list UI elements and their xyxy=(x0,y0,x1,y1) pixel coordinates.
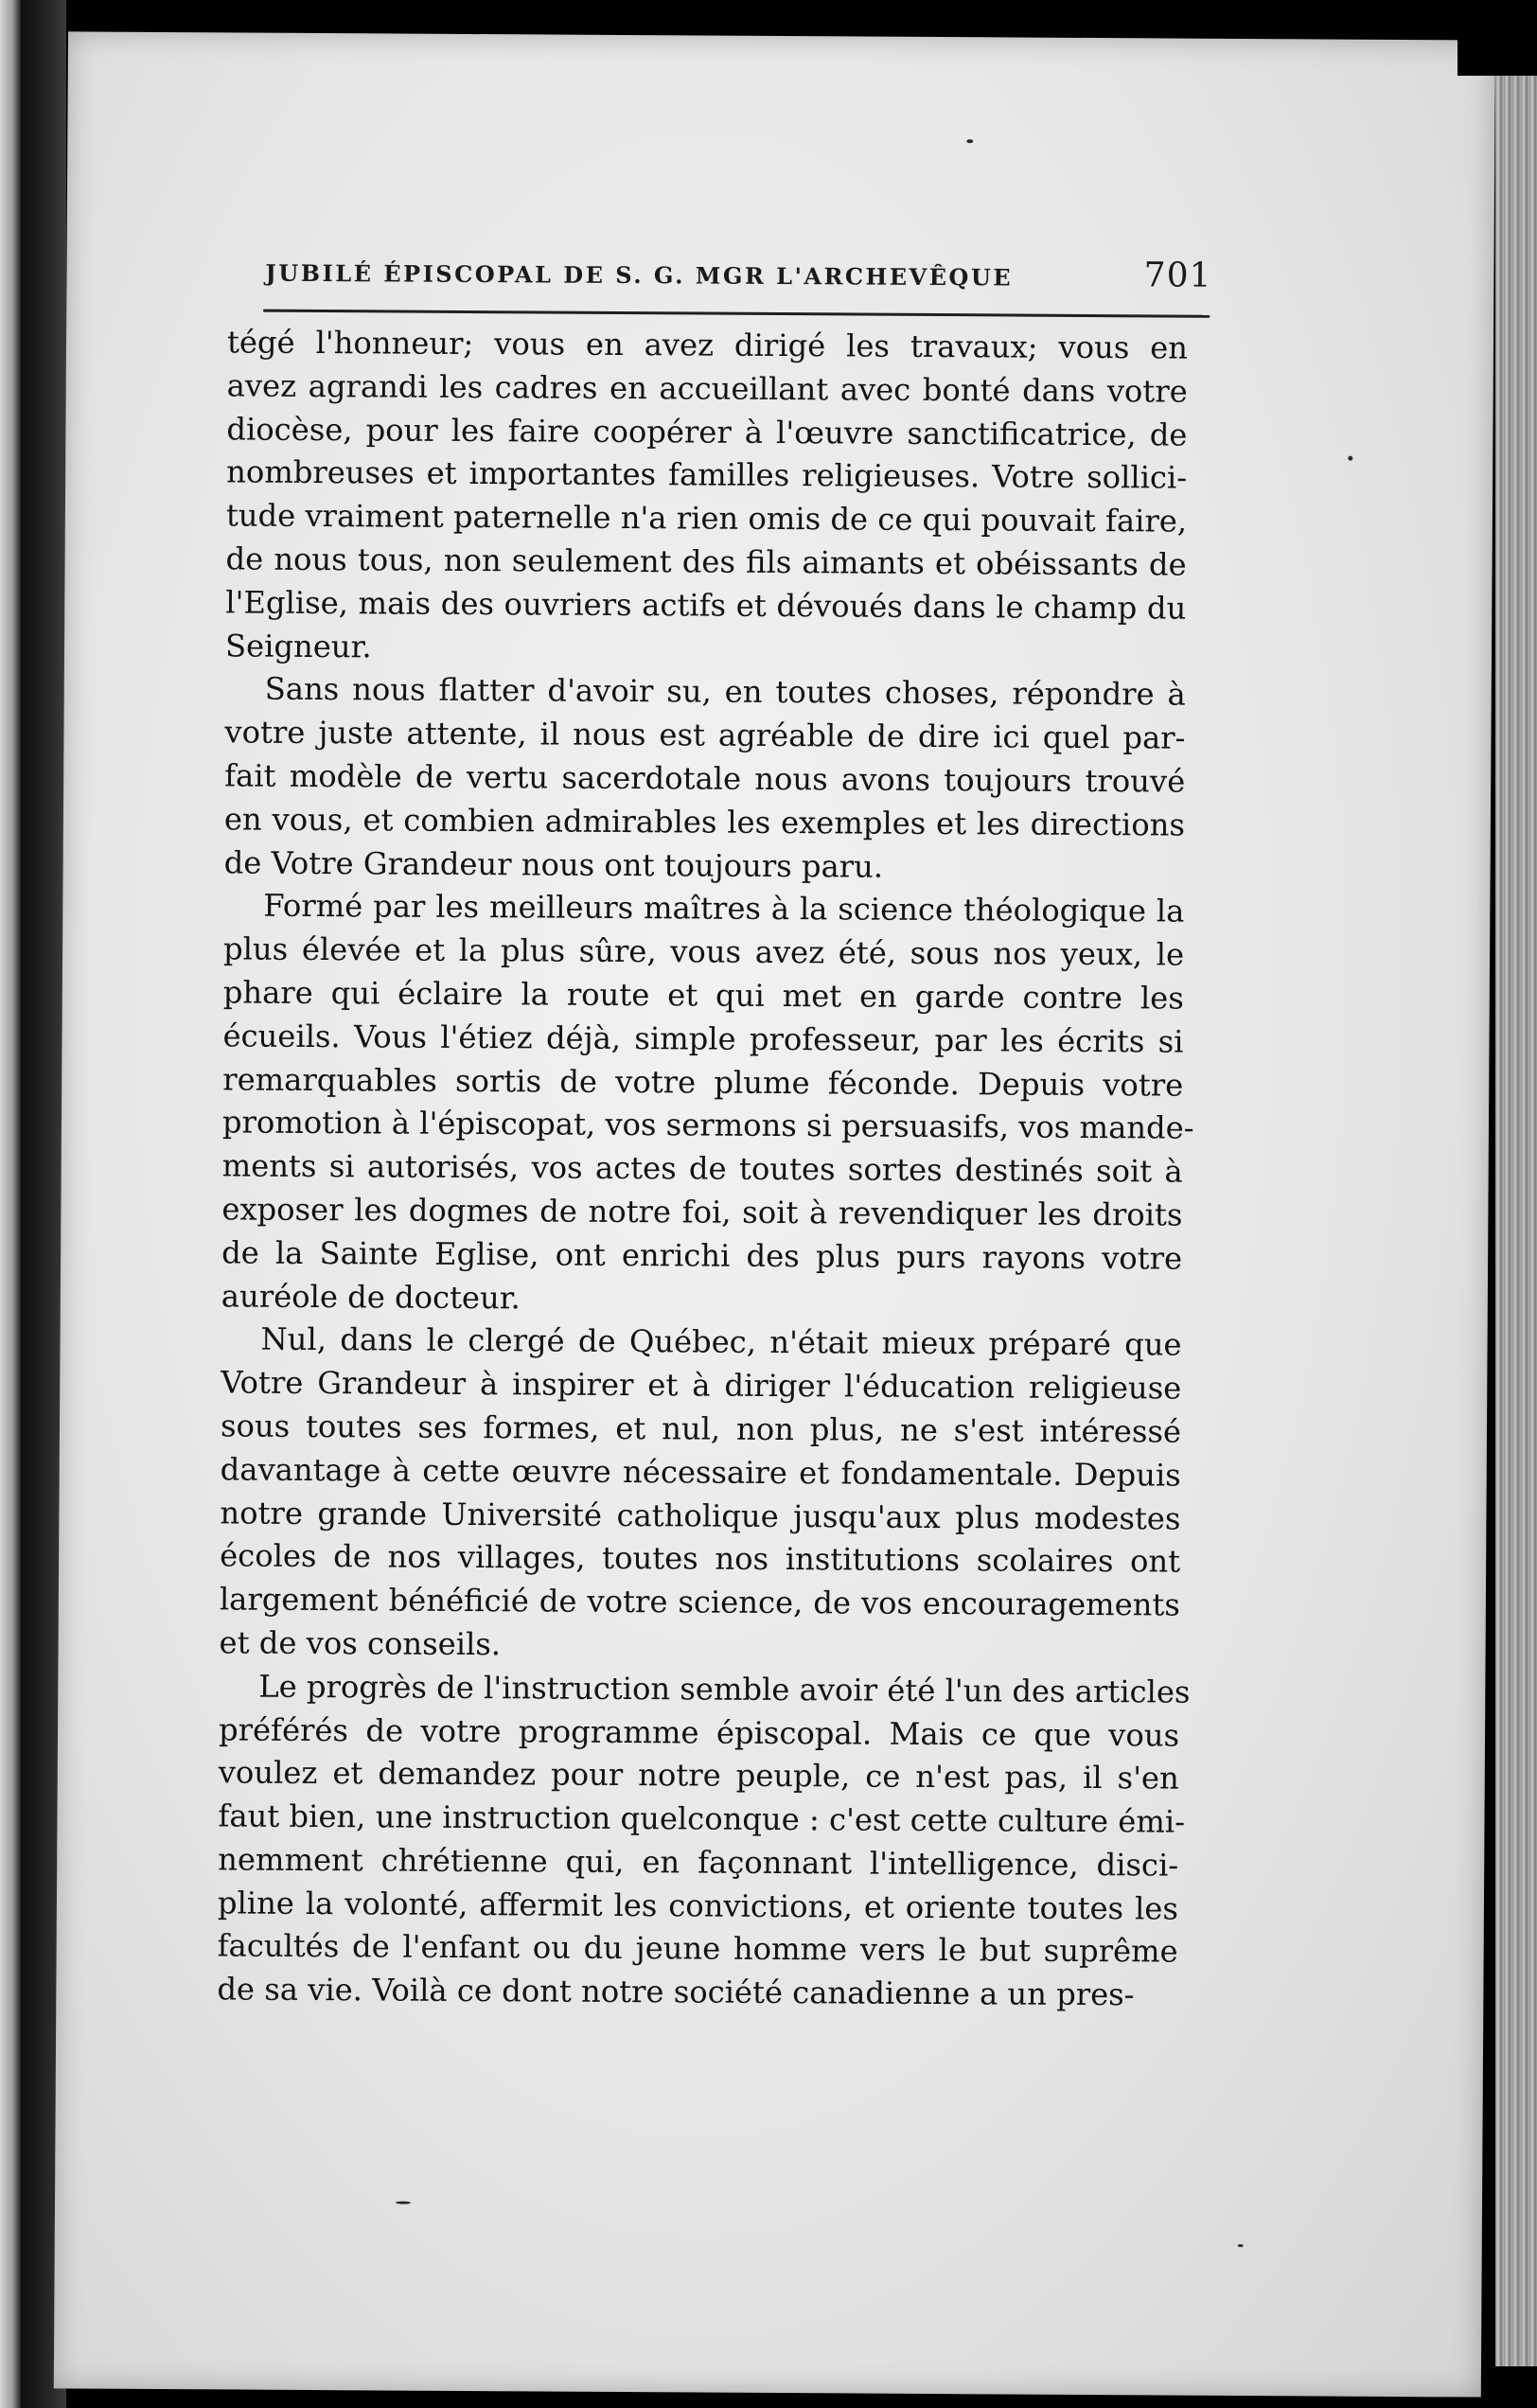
text-line: écoles de nos villages, toutes nos institutions scolaires ont xyxy=(220,1537,1181,1580)
paragraph xyxy=(219,1319,1181,1672)
text-line: ments si autorisés, vos actes de toutes sortes destinés soit à xyxy=(221,1147,1183,1190)
page-stack-edge xyxy=(1495,57,1537,2366)
previous-page-edge xyxy=(0,0,21,2408)
text-line: Formé par les meilleurs maîtres à la science théologique la xyxy=(263,888,1185,930)
text-line: Nul, dans le clergé de Québec, n'était mieux préparé que xyxy=(260,1320,1182,1363)
text-line: facultés de l'enfant ou du jeune homme vers le but suprême xyxy=(217,1927,1178,1971)
text-line: nemment chrétienne qui, en façonnant l'intelligence, disci- xyxy=(218,1841,1179,1884)
page-number: 701 xyxy=(1143,256,1212,295)
text-line: l'Eglise, mais des ouvriers actifs et dévoués dans le champ du xyxy=(225,584,1187,627)
text-line: tégé l'honneur; vous en avez dirigé les travaux; vous en xyxy=(226,324,1189,366)
text-line: diocèse, pour les faire coopérer à l'œuvre sanctificatrice, de xyxy=(226,411,1188,453)
text-line: sous toutes ses formes, et nul, non plus, ne s'est intéressé xyxy=(220,1408,1182,1450)
text-line: Votre Grandeur à inspirer et à diriger l'éducation religieuse xyxy=(221,1364,1182,1407)
text-line: voulez et demandez pour notre peuple, ce n'est pas, il s'en xyxy=(218,1754,1179,1797)
text-line: largement bénéficié de votre science, de vos encouragements xyxy=(219,1581,1180,1623)
text-line: promotion à l'épiscopat, vos sermons si persuasifs, vos mande- xyxy=(221,1104,1194,1147)
paragraph xyxy=(225,321,1188,674)
text-line: exposer les dogmes de notre foi, soit à revendiquer les droits xyxy=(221,1191,1183,1233)
scan-background xyxy=(1458,0,1537,76)
text-line: Sans nous flatter d'avoir su, en toutes choses, répondre à xyxy=(264,671,1186,713)
paper-speck xyxy=(1238,2244,1244,2247)
running-head xyxy=(265,251,1211,295)
text-line: en vous, et combien admirables les exemples et les directions xyxy=(223,801,1186,843)
text-line: de la Sainte Eglise, ont enrichi des plus purs rayons votre xyxy=(221,1234,1183,1277)
text-line: de sa vie. Voilà ce dont notre société canadienne a un pres- xyxy=(217,1971,1135,2013)
text-line: notre grande Université catholique jusqu'aux plus modestes xyxy=(220,1494,1181,1537)
text-line: votre juste attente, il nous est agréable de dire ici quel par- xyxy=(224,714,1186,756)
text-line: pline la volonté, affermit les convictions, et oriente toutes les xyxy=(217,1885,1179,1927)
paper-speck xyxy=(1348,456,1352,461)
text-line: Seigneur. xyxy=(224,627,372,664)
text-line: Le progrès de l'instruction semble avoir été l'un des articles xyxy=(258,1668,1191,1710)
paper-speck xyxy=(966,139,973,143)
body-text xyxy=(217,321,1194,2017)
text-line: phare qui éclaire la route et qui met en garde contre les xyxy=(222,974,1184,1017)
header-rule xyxy=(263,310,1210,318)
text-line: avez agrandi les cadres en accueillant avec bonté dans votre xyxy=(226,367,1188,410)
text-line: faut bien, une instruction quelconque : c'est cette culture émi- xyxy=(218,1797,1186,1840)
text-line: écueils. Vous l'étiez déjà, simple professeur, par les écrits si xyxy=(222,1018,1184,1060)
paragraph xyxy=(224,668,1186,891)
text-line: remarquables sortis de votre plume féconde. Depuis votre xyxy=(222,1060,1184,1104)
text-line: fait modèle de vertu sacerdotale nous avons toujours trouvé xyxy=(224,757,1186,800)
text-line: plus élevée et la plus sûre, vous avez été, sous nos yeux, le xyxy=(222,930,1185,973)
text-line: davantage à cette œuvre nécessaire et fondamentale. Depuis xyxy=(220,1451,1181,1494)
running-head-title: JUBILÉ ÉPISCOPAL DE S. G. MGR L'ARCHEVÊQUE xyxy=(265,258,1014,292)
paper-speck xyxy=(396,2202,411,2204)
text-line: de nous tous, non seulement des fils aimants et obéissants de xyxy=(225,540,1187,583)
text-line: auréole de docteur. xyxy=(221,1277,521,1316)
text-line: préférés de votre programme épiscopal. Mais ce que vous xyxy=(218,1710,1180,1754)
paragraph xyxy=(217,1665,1191,2018)
text-line: de Votre Grandeur nous ont toujours paru. xyxy=(223,843,884,885)
paragraph xyxy=(221,885,1194,1324)
text-line: tude vraiment paternelle n'a rien omis de ce qui pouvait faire, xyxy=(225,497,1188,540)
book-page xyxy=(54,31,1495,2397)
text-line: nombreuses et importantes familles religieuses. Votre sollici- xyxy=(226,453,1188,497)
text-line: et de vos conseils. xyxy=(219,1624,502,1663)
